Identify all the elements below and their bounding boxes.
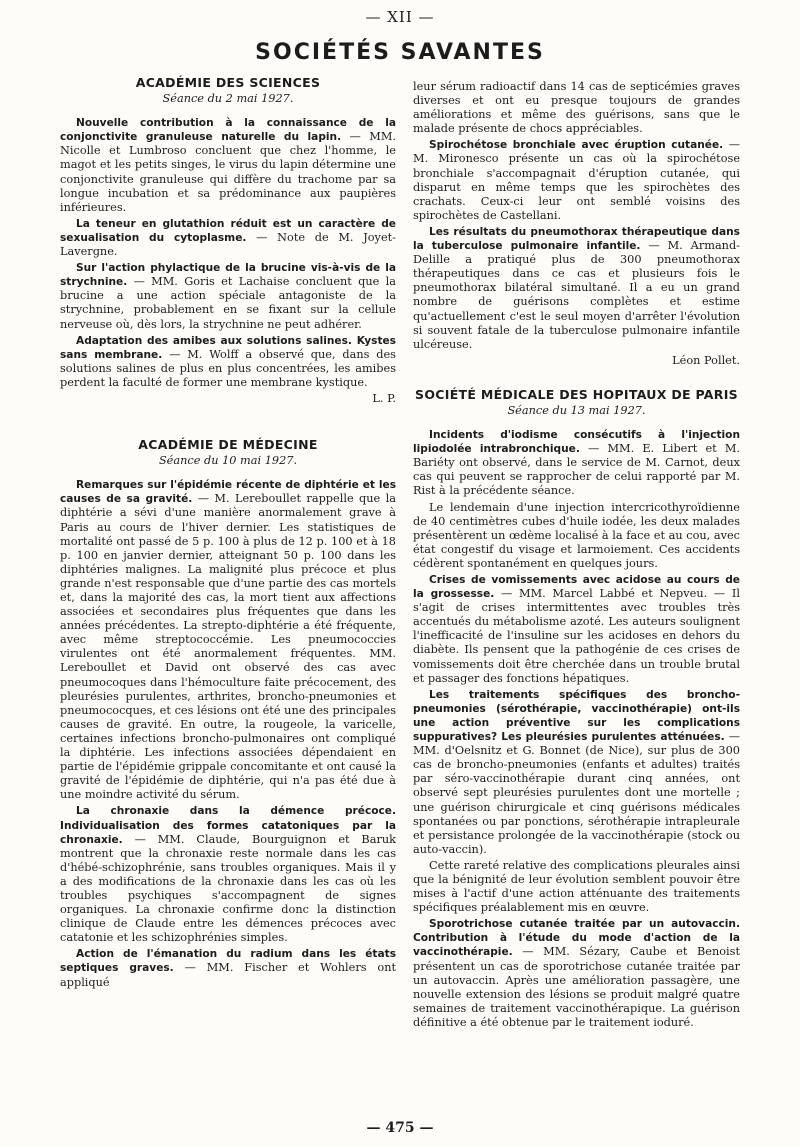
page-title: SOCIÉTÉS SAVANTES	[255, 40, 545, 65]
section-title-academie-sciences: ACADÉMIE DES SCIENCES	[135, 75, 321, 90]
article-body: — M. Lereboullet rappelle que la diphtérie a sévi d'une manière anormalement grave à Paris au cours de l'hiver dernier. Les statistiques de mortalité ont passé de 5 p. 100 à plus de 12 p. 100 et à 18 p. 100 en janvier dernier, atteignant 50 p. 100 dans les diphtéries malignes. La malignité plus précoce et plus grande n'est responsable que d'une partie des cas mortels et, dans la majorité des cas, la mort tient aux affections associées et secondaires plus fréquentes que dans les années précédentes. La strepto-diphtérie a été fréquente, avec même streptococcémie. Les pneumococcies virulentes ont été anormalement fréquentes. MM. Lereboullet et David ont observé des cas avec pneumocoques dans l'hémoculture faite précocement, des pleurésies purulentes, arthrites, broncho-pneumonies et pneumococques, et ces lésions ont été une des principales causes de gravité. En outre, la rougeole, la varicelle, certaines infections broncho-pulmonaires ont compliqué la diphtérie. Les infections associées dépendaient en partie de l'épidémie grippale concomitante et ont causé la gravité de l'épidémie de diphtérie, qui n'a pas été due à une moindre activité du sérum.	[60, 492, 396, 802]
article-body: leur sérum radioactif dans 14 cas de septicémies graves diverses et ont eu presque toujours de grandes améliorations et même des guérisons, sans que le malade présente de chocs appréciables.	[413, 80, 740, 136]
article-paragraph	[413, 225, 740, 352]
section-title-hopitaux: SOCIÉTÉ MÉDICALE DES HOPITAUX DE PARIS	[415, 386, 738, 402]
article-lead: Adaptation des amibes aux solutions salines. Kystes sans membrane.	[60, 334, 396, 361]
article-paragraph	[413, 138, 740, 223]
article-paragraph	[60, 947, 396, 989]
seance-date: Séance du 13 mai 1927.	[507, 403, 646, 417]
article-paragraph	[60, 261, 396, 331]
article-paragraph	[60, 804, 396, 945]
article-lead: La chronaxie dans la démence précoce. Individualisation des formes catatoniques par la chronaxie.	[60, 805, 396, 846]
article-body: — MM. Goris et Lachaise concluent que la brucine a une action spéciale antagoniste de la strychnine, probablement en se fixant sur la cellule nerveuse où, dès lors, la strychnine ne peut adhérer.	[60, 275, 396, 331]
article-lead: Spirochétose bronchiale avec éruption cutanée.	[429, 139, 724, 152]
article-paragraph	[413, 501, 740, 571]
article-lead: Sur l'action phylactique de la brucine vis-à-vis de la strychnine.	[60, 262, 396, 289]
article-lead: Les résultats du pneumothorax thérapeutique dans la tuberculose pulmonaire infantile.	[413, 225, 740, 253]
article-body: — MM. Marcel Labbé et Nepveu. — Il s'agit de crises intermittentes avec troubles très accentués du métabolisme azoté. Les auteurs soulignent l'inefficacité de l'insuline sur les acidoses en dehors du diabète. Ils pensent que la pathogénie de ces crises de vomissements doit être cherchée dans un trouble brutal et passager des fonctions hépatiques.	[413, 587, 741, 685]
article-paragraph	[413, 573, 740, 686]
article-lead: Remarques sur l'épidémie récente de diphtérie et les causes de sa gravité.	[60, 479, 396, 506]
article-body: — MM. Fischer et Wohlers ont appliqué	[60, 961, 397, 989]
section-title-academie-medecine: ACADÉMIE DE MÉDECINE	[138, 437, 318, 453]
article-lead: Sporotrichose cutanée traitée par un autovaccin. Contribution à l'étude du mode d'action de la vaccinothérapie.	[413, 918, 740, 959]
article-paragraph	[413, 688, 740, 857]
article-body: — M. Armand-Delille a pratiqué plus de 300 pneumothorax thérapeutiques dans ce cas et plusieurs fois le pneumothorax bilatéral simultané. Il a eu un grand nombre de guérisons complètes et estime qu'actuellement c'est le seul moyen d'arrêter l'évolution si souvent fatale de la tuberculose pulmonaire infantile ulcéreuse.	[413, 239, 741, 351]
article-paragraph	[60, 116, 396, 215]
article-lead: Les traitements spécifiques des broncho-pneumonies (sérothérapie, vaccinothérapie) ont-ils une action préventive sur les complications suppuratives? Les pleurésies purulentes atténuées.	[413, 688, 740, 744]
article-body: Cette rareté relative des complications pleurales ainsi que la bénignité de leur évolution semblent pouvoir être mises à l'actif d'une action atténuante des traitements spécifiques préalablement mis en œuvre.	[413, 858, 740, 915]
signature: Léon Pollet.	[672, 353, 740, 367]
article-body: — MM. Nicolle et Lumbroso concluent que chez l'homme, le magot et les petits singes, le virus du lapin détermine une conjonctivite granuleuse qui diffère du trachome par sa longue incubation et sa prédominance aux paupières inférieures.	[60, 130, 396, 214]
left-column	[60, 76, 396, 992]
article-body: — MM. Claude, Bourguignon et Baruk montrent que la chronaxie reste normale dans les cas d'hébé-schizophrénie, sans troubles organiques. Mais il y a des modifications de la chronaxie dans les cas où les troubles psychiques s'accompagnent de signes organiques. La chronaxie confirme donc la distinction clinique de Claude entre les démences précoces avec catatonie et les schizophrénies simples.	[60, 832, 396, 945]
article-paragraph	[413, 859, 740, 915]
article-body: — MM. E. Libert et M. Bariéty ont observé, dans le service de M. Carnot, deux cas qui peuvent se rapprocher de celui rapporté par M. Rist à la précédente séance.	[413, 442, 740, 498]
article-body: — MM. d'Oelsnitz et G. Bonnet (de Nice), sur plus de 300 cas de broncho-pneumonies (enfants et adultes) traités par séro-vaccinothérapie durant cinq années, ont observé sept pleurésies purulentes dont une mortelle ; une guérison chirurgicale et cinq guérisons médicales spontanées ou par ponctions, sérothérapie intrapleurale et persistance prolongée de la vaccinothérapie (stock ou auto-vaccin).	[413, 730, 740, 856]
signature: L. P.	[372, 391, 396, 405]
article-lead: Nouvelle contribution à la connaissance de la conjonctivite granuleuse naturelle du lapin.	[60, 117, 396, 144]
article-lead: Incidents d'iodisme consécutifs à l'injection lipiodolée intrabronchique.	[413, 429, 740, 456]
right-column	[413, 80, 740, 1032]
article-body: — Note de M. Joyet-Lavergne.	[60, 230, 396, 259]
article-body: Le lendemain d'une injection intercricothyroïdienne de 40 centimètres cubes d'huile iodée, les deux malades présentèrent un œdème localisé à la face et au cou, avec état congestif du visage et larmoiement. Ces accidents cédèrent spontanément en quelques jours.	[413, 500, 740, 570]
page-footer-number: — 475 —	[366, 1120, 434, 1136]
seance-date: Séance du 10 mai 1927.	[158, 454, 298, 468]
article-body: — MM. Sézary, Caube et Benoist présentent un cas de sporotrichose cutanée traitée par un autovaccin. Après une amélioration passagère, une nouvelle extension des lésions se produit malgré quatre semaines de traitement vaccinothérapique. La guérison définitive a été obtenue par le traitement ioduré.	[413, 945, 740, 1029]
article-lead: La teneur en glutathion réduit est un caractère de sexualisation du cytoplasme.	[60, 217, 396, 244]
article-paragraph	[413, 80, 740, 136]
article-paragraph	[60, 478, 396, 802]
article-body: — M. Wolff a observé que, dans des solutions salines de plus en plus concentrées, les amibes perdent la faculté de former une membrane kystique.	[60, 347, 396, 389]
article-lead: Action de l'émanation du radium dans les états septiques graves.	[60, 948, 396, 975]
article-paragraph	[60, 217, 396, 259]
article-body: — M. Mironesco présente un cas où la spirochétose bronchiale s'accompagnait d'éruption cutanée, qui disparut en même temps que les spirochètes des crachats. Ceux-ci leur ont semblé voisins des spirochètes de Castellani.	[413, 138, 740, 222]
article-paragraph	[413, 428, 740, 498]
article-paragraph	[413, 917, 740, 1030]
article-paragraph	[60, 334, 396, 390]
seance-date: Séance du 2 mai 1927.	[162, 92, 294, 106]
article-lead: Crises de vomissements avec acidose au cours de la grossesse.	[413, 574, 740, 601]
page-header-number: — XII —	[365, 8, 435, 26]
